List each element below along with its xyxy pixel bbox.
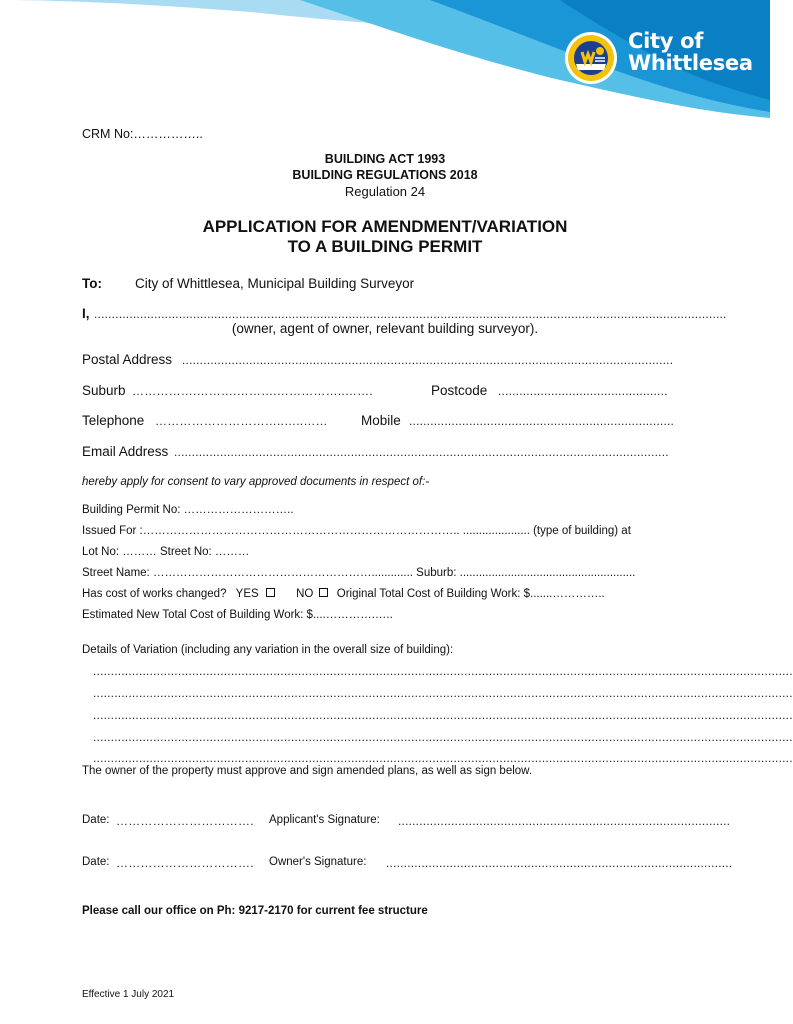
logo-text bbox=[628, 30, 753, 74]
yes-label: YES bbox=[235, 588, 259, 600]
cost-changed-question: Has cost of works changed? bbox=[82, 588, 227, 600]
details-line-3[interactable]: ...................................................................................................................................................................................................... bbox=[93, 708, 793, 722]
act-line-2: BUILDING REGULATIONS 2018 bbox=[292, 168, 478, 182]
applicant-prefix: I, bbox=[82, 306, 90, 321]
to-value: City of Whittlesea, Municipal Building Surveyor bbox=[135, 276, 415, 291]
cost-changed-row bbox=[82, 587, 605, 602]
applicant-name-field[interactable]: ................................................................................................................................................................................... bbox=[94, 307, 727, 321]
mobile-field[interactable]: ........................................................................... bbox=[409, 414, 675, 428]
to-label: To: bbox=[82, 276, 102, 291]
suburb-label: Suburb bbox=[82, 383, 126, 398]
issued-for[interactable]: Issued For :……………………………………………………………………….. ..................... (type of building) at bbox=[82, 525, 631, 537]
details-line-1[interactable]: ...................................................................................................................................................................................................... bbox=[93, 664, 793, 678]
act-line-1: BUILDING ACT 1993 bbox=[324, 152, 446, 166]
yes-checkbox[interactable] bbox=[266, 588, 275, 597]
no-checkbox[interactable] bbox=[319, 588, 328, 597]
applicant-caption: (owner, agent of owner, relevant building surveyor). bbox=[231, 321, 539, 336]
building-permit-no[interactable]: Building Permit No: ……………………….. bbox=[82, 504, 294, 516]
owner-date-field[interactable]: ……………………………. bbox=[116, 856, 254, 870]
details-label: Details of Variation (including any variation in the overall size of building): bbox=[82, 644, 454, 656]
mobile-label: Mobile bbox=[361, 413, 401, 428]
applicant-date-field[interactable]: ……………………………. bbox=[116, 814, 254, 828]
details-line-2[interactable]: ...................................................................................................................................................................................................... bbox=[93, 686, 793, 700]
applicant-signature-field[interactable]: .............................................................................................. bbox=[398, 814, 731, 828]
logo-line-1: City of bbox=[628, 29, 704, 53]
applicant-signature-label: Applicant's Signature: bbox=[269, 814, 380, 826]
page-title-line-1: APPLICATION FOR AMENDMENT/VARIATION bbox=[202, 217, 568, 236]
suburb-field[interactable]: …………….……….……….……………..……. bbox=[132, 384, 373, 398]
postcode-label: Postcode bbox=[431, 383, 488, 398]
owner-date-label: Date: bbox=[82, 856, 110, 868]
postal-address-label: Postal Address bbox=[82, 352, 173, 367]
owner-signature-label: Owner's Signature: bbox=[269, 856, 367, 868]
details-line-4[interactable]: ...................................................................................................................................................................................................... bbox=[93, 730, 793, 744]
postal-address-field[interactable]: ........................................................................................................................................... bbox=[182, 353, 674, 367]
owner-approval-note: The owner of the property must approve and sign amended plans, as well as sign below. bbox=[82, 765, 533, 777]
postcode-field[interactable]: ................................................ bbox=[498, 384, 668, 398]
owner-signature-field[interactable]: .................................................................................................. bbox=[386, 856, 733, 870]
applicant-date-label: Date: bbox=[82, 814, 110, 826]
details-line-5[interactable]: ...................................................................................................................................................................................................... bbox=[93, 751, 793, 765]
effective-date: Effective 1 July 2021 bbox=[82, 989, 175, 1000]
city-of-whittlesea-emblem-icon bbox=[562, 30, 620, 86]
crm-number[interactable]: CRM No:…………….. bbox=[82, 127, 203, 141]
email-label: Email Address bbox=[82, 444, 169, 459]
city-logo[interactable] bbox=[562, 28, 753, 88]
act-line-3: Regulation 24 bbox=[344, 184, 426, 199]
original-cost-field[interactable]: Original Total Cost of Building Work: $.......………….. bbox=[336, 588, 605, 600]
street-name-suburb[interactable]: Street Name: …………………………………………………............. Suburb: ....................................................... bbox=[82, 567, 636, 579]
logo-line-2: Whittlesea bbox=[628, 51, 753, 75]
no-label: NO bbox=[296, 588, 314, 600]
telephone-label: Telephone bbox=[82, 413, 145, 428]
estimated-new-cost[interactable]: Estimated New Total Cost of Building Work: $....………….….. bbox=[82, 609, 393, 621]
fee-structure-note: Please call our office on Ph: 9217-2170 for current fee structure bbox=[82, 905, 428, 917]
email-field[interactable]: ............................................................................................................................................ bbox=[174, 445, 669, 459]
hereby-statement: hereby apply for consent to vary approved documents in respect of:- bbox=[82, 476, 430, 488]
telephone-field[interactable]: …………………………..…..…… bbox=[155, 414, 328, 428]
page-title-line-2: TO A BUILDING PERMIT bbox=[287, 237, 483, 256]
lot-street-no[interactable]: Lot No: ……… Street No: ……… bbox=[82, 546, 250, 558]
